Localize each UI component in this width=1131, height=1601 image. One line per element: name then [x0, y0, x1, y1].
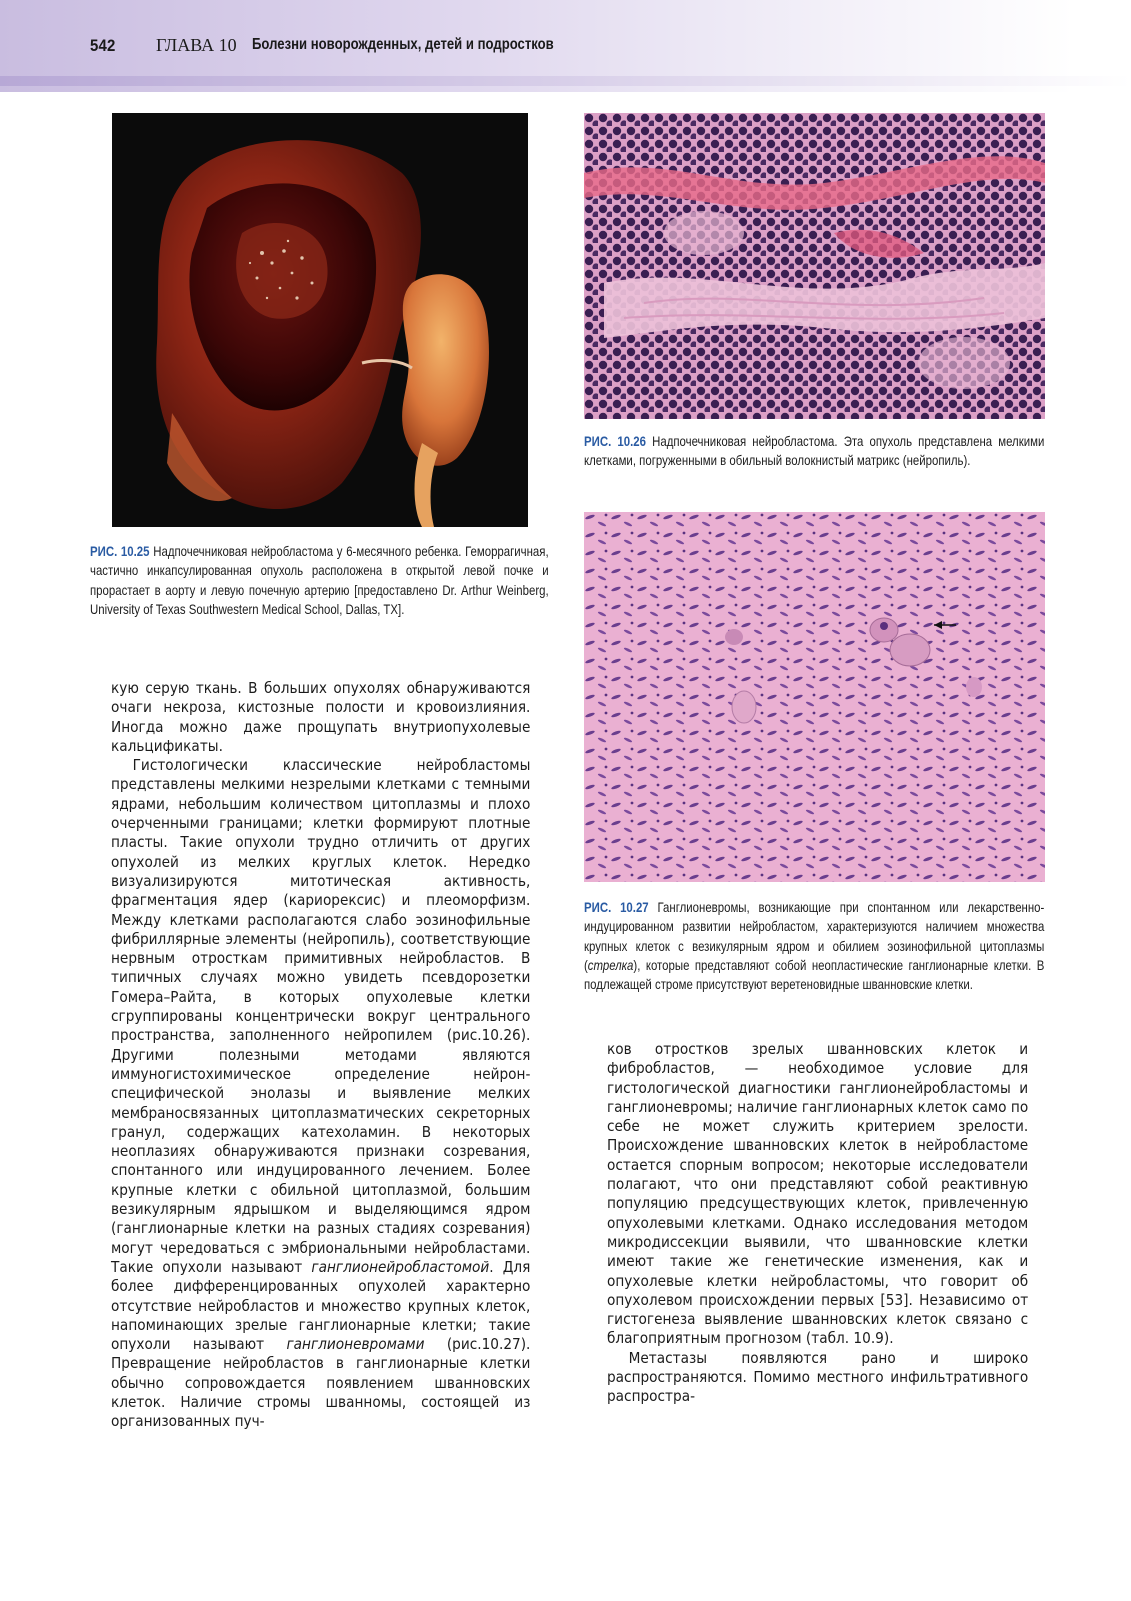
chapter-label: ГЛАВА 10: [156, 35, 237, 55]
figure-label: РИС. 10.26: [584, 434, 646, 449]
caption-text: Надпочечниковая нейробластома. Эта опухоль представлена мелкими клетками, погруженными в обильный волокнистый матрикс (нейропиль).: [584, 434, 1045, 469]
caption-italic: стрелка: [587, 957, 634, 973]
figure-10-26-image: [584, 113, 1045, 419]
body-paragraph: кую серую ткань. В больших опухолях обнаруживаются очаги некроза, кистозные полости и кровоизлияния. Иногда можно даже прощупать внутриопухолевые кальцификаты.: [111, 679, 531, 755]
figure-10-27-caption: [584, 898, 1044, 994]
figure-label: РИС. 10.25: [90, 544, 150, 559]
body-paragraph: ков отростков зрелых шванновских клеток и фибробластов, — необходимое условие для гистологической диагностики ганглионейробластомы и ганглионевромы; наличие ганглионарных клеток само по себе не может служить критерием зрелости. Происхождение шванновских клеток в нейробластоме остается спорным вопросом; некоторые исследователи полагают, что они представляют собой реактивную популяцию предсуществующих клеток, привлеченную опухолевыми клетками. Однако исследования методом микродиссекции выявили, что шванновские клетки имеют такие же генетические изменения, как и опухолевые клетки нейробластомы, что говорит об опухолевом происхождении первых [53]. Независимо от гистогенеза выявление шванновских клеток связано с благоприятным прогнозом (табл. 10.9).: [607, 1040, 1029, 1348]
body-paragraph: Гистологически классические нейробластомы представлены мелкими незрелыми клетками с темными ядрами, небольшим количеством цитоплазмы и плохо очерченными границами; клетки формируют плотные пласты. Такие опухоли трудно отличить от других опухолей из мелких круглых клеток. Нередко визуализируются митотическая активность, фрагментация ядер (кариорексис) и плеоморфизм. Между клетками располагаются слабо эозинофильные фибриллярные элементы (нейропиль), соответствующие нервным отросткам примитивных нейробластов. В типичных случаях можно увидеть псевдорозетки Гомера–Райта, в которых опухолевые клетки сгруппированы концентрически вокруг центрального пространства, заполненного нейропилем (рис.10.26). Другими полезными методами являются иммуногистохимическое определение нейрон-специфической энолазы и выявление мелких мембраносвязанных цитоплазматических секреторных гранул, содержащих катехоламин. В некоторых неоплазиях обнаруживаются признаки созревания, спонтанного или индуцированного лечением. Более крупные клетки с обильной цитоплазмой, большим везикулярным ядрышком и выделяющимся ядром (ганглионарные клетки на разных стадиях созревания) могут чередоваться с эмбриональными нейробластами. Такие опухоли называют ганглионейробластомой. Для более дифференцированных опухолей характерно отсутствие нейробластов и множество крупных клеток, напоминающих зрелые ганглионарные клетки; такие опухоли называют ганглионевромами (рис.10.27). Превращение нейробластов в ганглионарные клетки обычно сопровождается появлением шванновских клеток. Наличие стромы шванномы, состоящей из организованных пуч-: [111, 756, 531, 1431]
figure-10-26-caption: [584, 432, 1044, 471]
term-ganglioneuroblastoma: ганглионейробластомой: [311, 1257, 490, 1276]
page-number: 542: [90, 36, 116, 55]
chapter-title: Болезни новорожденных, детей и подростков: [252, 36, 554, 53]
figure-10-25-caption: [90, 542, 549, 619]
caption-text-1: Ганглионевромы, возникающие при спонтанном или лекарственно-индуцированном развитии нейробластом, характеризуются наличием множества крупных клеток с везикулярным ядром и обилием эозинофильной цитоплазмы (: [584, 900, 1045, 973]
figure-10-25-image: [112, 113, 528, 527]
caption-text: Надпочечниковая нейробластома у 6-месячного ребенка. Геморрагичная, частично инкапсулированная опухоль расположена в открытой левой почке и прорастает в аорту и левую почечную артерию [предоставлено Dr. Arthur Weinberg, University of Texas Southwestern Medical School, Dallas, TX].: [90, 544, 549, 617]
term-ganglioneuroma: ганглионевромами: [286, 1335, 425, 1354]
body-column-left: [111, 679, 530, 1432]
figure-10-27-image: [584, 512, 1045, 882]
figure-label: РИС. 10.27: [584, 900, 649, 915]
body-column-right: [607, 1040, 1028, 1407]
body-paragraph: Метастазы появляются рано и широко распространяются. Помимо местного инфильтративного распростра-: [607, 1348, 1029, 1406]
caption-text-2: ), которые представляют собой неопластические ганглионарные клетки. В подлежащей строме присутствуют веретеновидные шванновские клетки.: [584, 957, 1045, 993]
